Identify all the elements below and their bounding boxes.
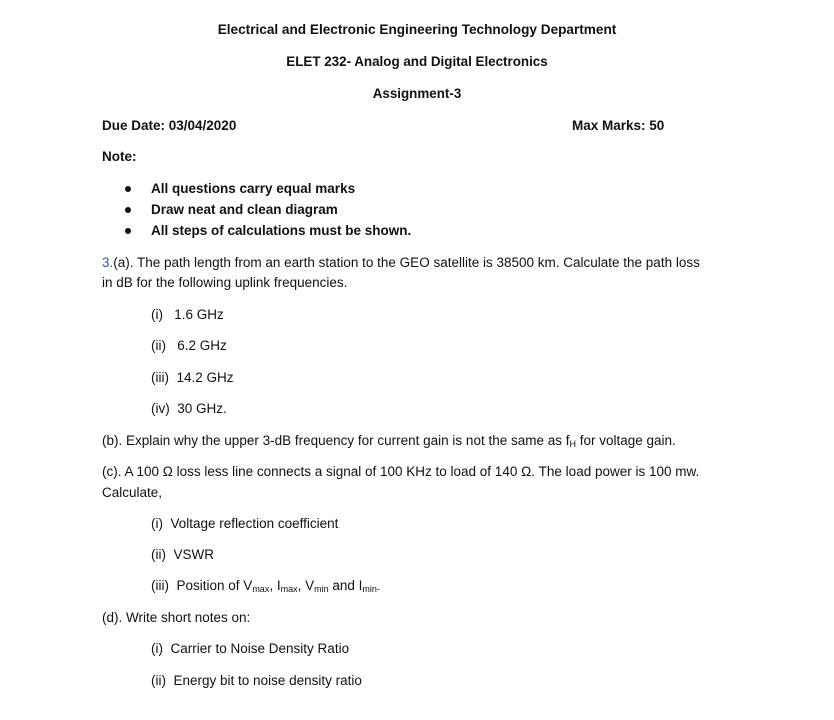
part-d-title: (d). Write short notes on:	[102, 610, 251, 625]
note-item: All questions carry equal marks	[151, 181, 356, 196]
part-a-item: (iii) 14.2 GHz	[151, 370, 234, 385]
bullet-icon	[125, 186, 131, 192]
due-date: Due Date: 03/04/2020	[102, 118, 237, 133]
part-c-line-2: Calculate,	[102, 485, 163, 500]
part-a-item: (ii) 6.2 GHz	[151, 338, 227, 353]
part-a-label: (a).	[113, 255, 134, 270]
part-a-line-2: in dB for the following uplink frequencies.	[102, 275, 348, 290]
part-a-item: (i) 1.6 GHz	[151, 307, 224, 322]
part-c-item: (ii) VSWR	[151, 547, 215, 562]
course-title: ELET 232- Analog and Digital Electronics	[286, 54, 548, 69]
part-d-item: (ii) Energy bit to noise density ratio	[151, 673, 362, 688]
bullet-icon	[125, 228, 131, 234]
max-marks: Max Marks: 50	[572, 118, 665, 133]
note-label: Note:	[102, 149, 137, 164]
note-item: Draw neat and clean diagram	[151, 202, 338, 217]
part-c-item: (iii) Position of $V_{max}$, $I_{max}$, $V_{min}$ and $I_{min-}$	[151, 578, 380, 594]
part-a-text: The path length from an earth station to the GEO satellite is 38500 km. Calculate the path loss	[133, 255, 700, 270]
part-c-item: (i) Voltage reflection coefficient	[151, 516, 339, 531]
part-a-item: (iv) 30 GHz.	[151, 401, 227, 416]
question-number: 3.	[102, 255, 114, 270]
part-b-text: (b). Explain why the upper 3-dB frequency for current gain is not the same as $f_H$ for voltage gain.	[102, 433, 676, 449]
department-title: Electrical and Electronic Engineering Technology Department	[217, 22, 617, 37]
bullet-icon	[125, 207, 131, 213]
part-a-line-1	[102, 256, 700, 270]
note-item: All steps of calculations must be shown.	[151, 223, 412, 238]
part-c-line-1: (c). A 100 Ω loss less line connects a signal of 100 KHz to load of 140 Ω. The load power is 100 mw.	[102, 464, 700, 479]
part-d-item: (i) Carrier to Noise Density Ratio	[151, 641, 350, 656]
assignment-title: Assignment-3	[372, 86, 462, 101]
